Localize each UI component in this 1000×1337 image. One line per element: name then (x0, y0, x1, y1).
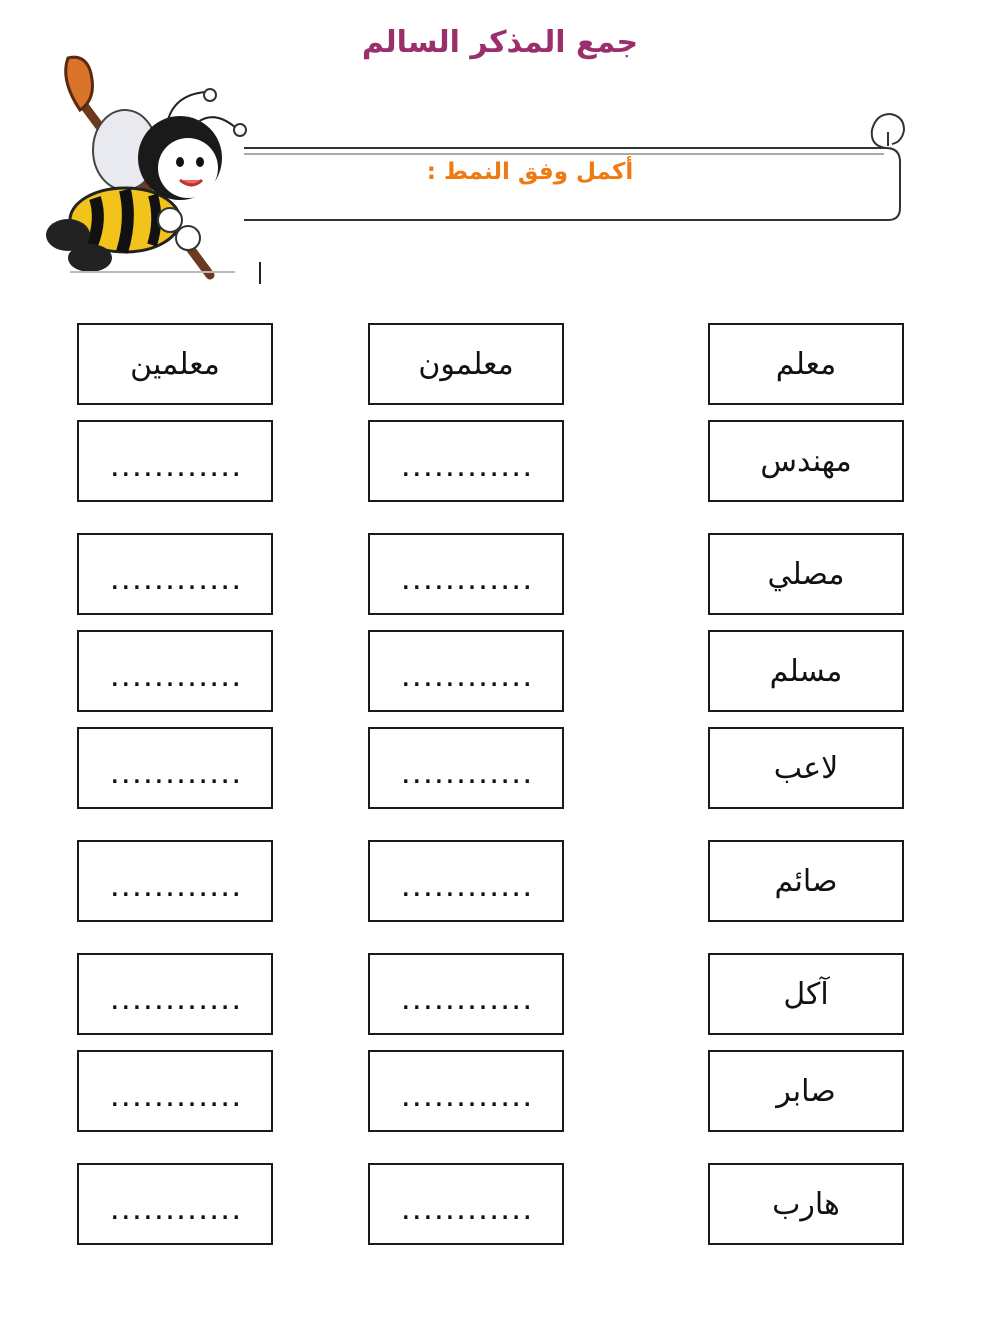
plural-waw-input[interactable]: ............ (368, 727, 564, 809)
plural-ya-cell: معلمين (77, 323, 273, 405)
bee-mascot-icon (40, 40, 270, 290)
plural-ya-input[interactable]: ............ (77, 1050, 273, 1132)
plural-waw-input[interactable]: ............ (368, 420, 564, 502)
singular-cell: مسلم (708, 630, 904, 712)
plural-ya-input[interactable]: ............ (77, 420, 273, 502)
plural-waw-input[interactable]: ............ (368, 1050, 564, 1132)
instruction-text: أكمل وفق النمط : (426, 159, 634, 185)
singular-cell: صابر (708, 1050, 904, 1132)
plural-ya-input[interactable]: ............ (77, 533, 273, 615)
singular-cell: لاعب (708, 727, 904, 809)
text-cursor (259, 262, 261, 284)
singular-cell: صائم (708, 840, 904, 922)
plural-ya-input[interactable]: ............ (77, 630, 273, 712)
plural-ya-input[interactable]: ............ (77, 727, 273, 809)
singular-cell: هارب (708, 1163, 904, 1245)
plural-ya-input[interactable]: ............ (77, 1163, 273, 1245)
singular-cell: مصلي (708, 533, 904, 615)
plural-waw-input[interactable]: ............ (368, 630, 564, 712)
singular-cell: معلم (708, 323, 904, 405)
singular-cell: آكل (708, 953, 904, 1035)
plural-waw-input[interactable]: ............ (368, 953, 564, 1035)
plural-waw-input[interactable]: ............ (368, 533, 564, 615)
plural-waw-input[interactable]: ............ (368, 840, 564, 922)
page-title: جمع المذكر السالم (361, 25, 639, 60)
singular-cell: مهندس (708, 420, 904, 502)
plural-waw-cell: معلمون (368, 323, 564, 405)
plural-ya-input[interactable]: ............ (77, 840, 273, 922)
plural-waw-input[interactable]: ............ (368, 1163, 564, 1245)
plural-ya-input[interactable]: ............ (77, 953, 273, 1035)
